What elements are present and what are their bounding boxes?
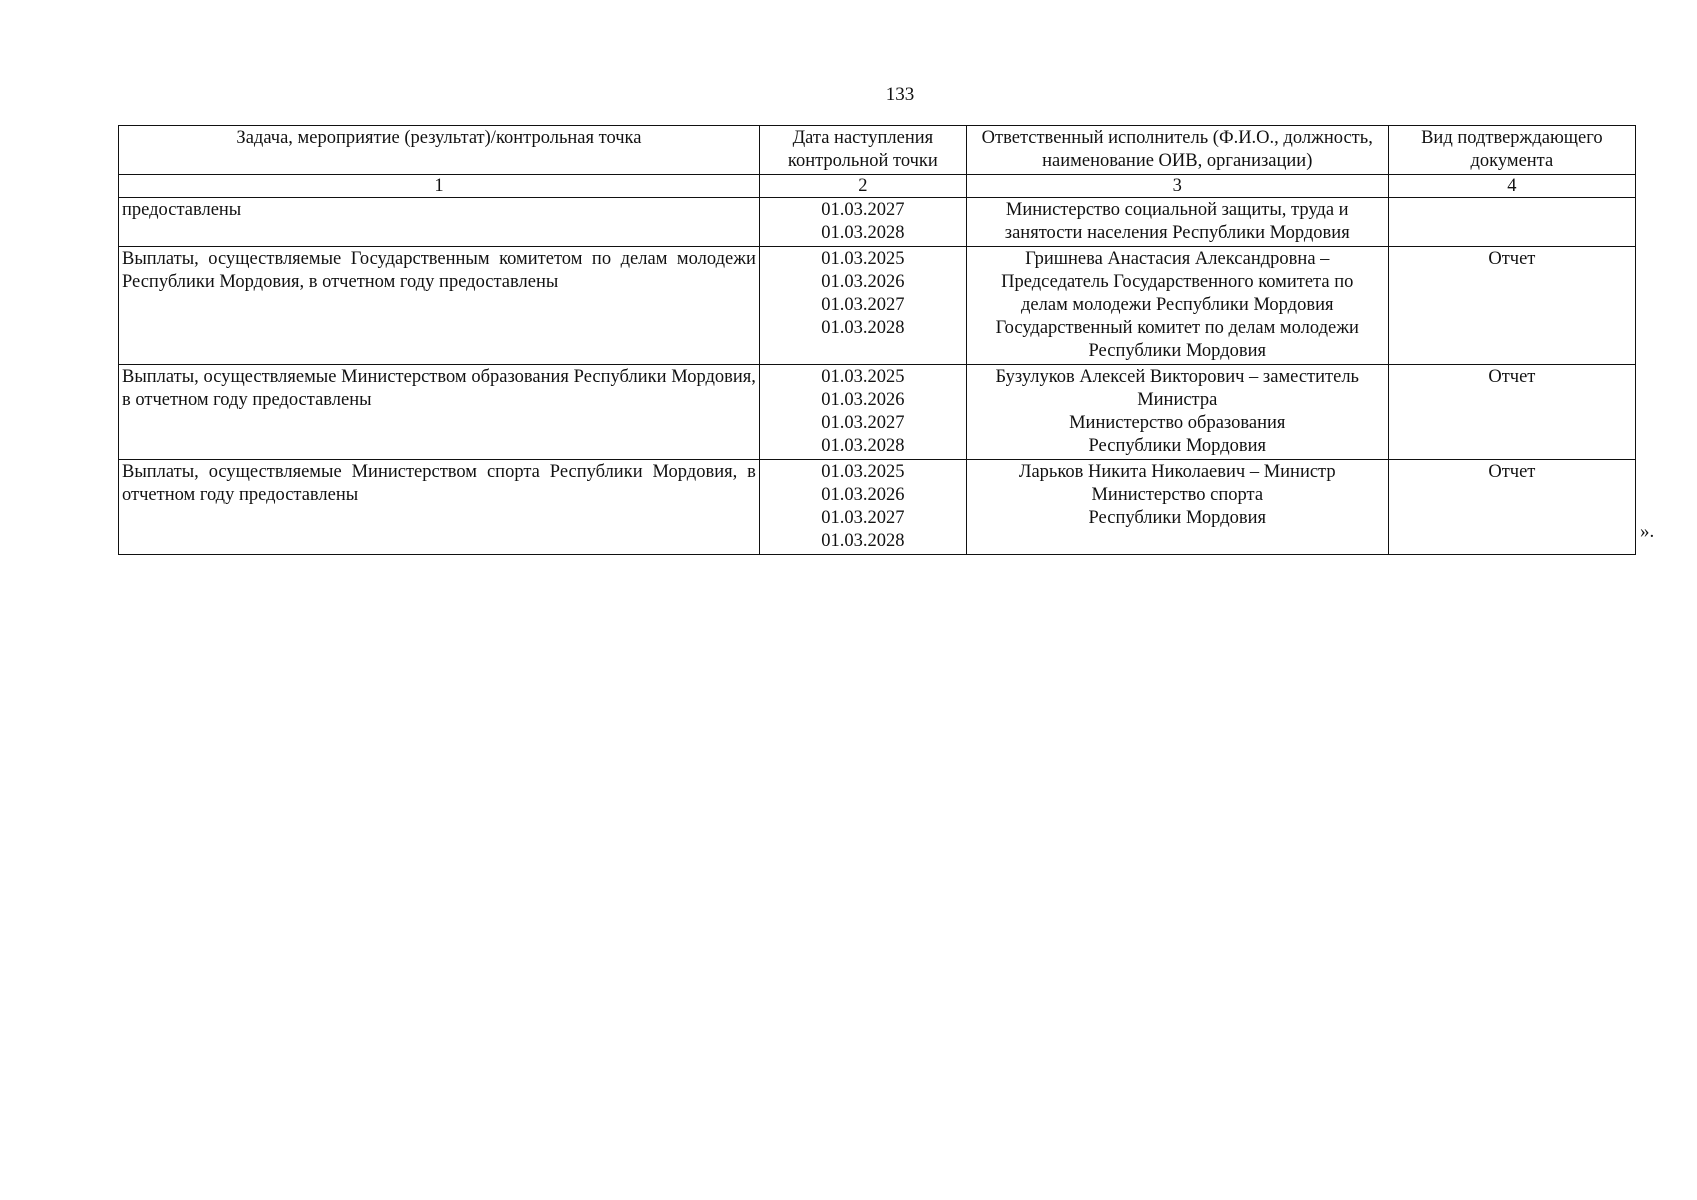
column-number: 4	[1388, 175, 1635, 198]
responsible-line: Гришнева Анастасия Александровна –	[1025, 249, 1330, 269]
header-date: Дата наступления контрольной точки	[759, 126, 966, 175]
table-header-row	[119, 126, 1636, 175]
date-cell	[759, 247, 966, 365]
table-row	[119, 247, 1636, 365]
task-cell: предоставлены	[119, 198, 760, 247]
column-number: 1	[119, 175, 760, 198]
responsible-line: Государственный комитет по делам молодежи	[995, 318, 1359, 338]
control-points-table	[118, 125, 1636, 555]
document-cell	[1388, 198, 1635, 247]
responsible-line: Председатель Государственного комитета по	[1001, 272, 1354, 292]
date-cell	[759, 365, 966, 460]
responsible-line: Министерство социальной защиты, труда и	[1005, 200, 1349, 220]
responsible-cell	[966, 460, 1388, 555]
responsible-line: занятости населения Республики Мордовия	[1004, 223, 1350, 243]
date-value: 01.03.2026	[821, 390, 905, 410]
date-value: 01.03.2028	[821, 531, 905, 551]
document-cell: Отчет	[1388, 460, 1635, 555]
page-number: 133	[885, 84, 915, 105]
date-value: 01.03.2027	[821, 508, 905, 528]
date-value: 01.03.2025	[821, 462, 905, 482]
header-document: Вид подтверждающего документа	[1388, 126, 1635, 175]
date-value: 01.03.2027	[821, 413, 905, 433]
table-row	[119, 365, 1636, 460]
responsible-line: Ларьков Никита Николаевич – Министр	[1018, 462, 1336, 482]
date-value: 01.03.2025	[821, 367, 905, 387]
responsible-line: Республики Мордовия	[1088, 436, 1266, 456]
date-cell	[759, 198, 966, 247]
table-row	[119, 460, 1636, 555]
responsible-line: Министра	[1137, 390, 1218, 410]
task-cell: Выплаты, осуществляемые Министерством спорта Республики Мордовия, в отчетном году предоставлены	[119, 460, 760, 555]
responsible-line: Министерство спорта	[1091, 485, 1264, 505]
closing-quote-mark: ».	[1640, 521, 1655, 542]
responsible-line: делам молодежи Республики Мордовия	[1021, 295, 1334, 315]
column-number-row	[119, 175, 1636, 198]
date-value: 01.03.2026	[821, 485, 905, 505]
task-cell: Выплаты, осуществляемые Государственным комитетом по делам молодежи Республики Мордовия, в отчетном году предоставлены	[119, 247, 760, 365]
responsible-cell	[966, 247, 1388, 365]
responsible-line: Министерство образования	[1069, 413, 1286, 433]
date-value: 01.03.2027	[821, 295, 905, 315]
column-number: 3	[966, 175, 1388, 198]
responsible-cell	[966, 365, 1388, 460]
table-row	[119, 198, 1636, 247]
responsible-cell	[966, 198, 1388, 247]
responsible-line: Бузулуков Алексей Викторович – заместитель	[995, 367, 1359, 387]
responsible-line: Республики Мордовия	[1088, 508, 1266, 528]
date-value: 01.03.2027	[821, 200, 905, 220]
responsible-line: Республики Мордовия	[1088, 341, 1266, 361]
header-responsible: Ответственный исполнитель (Ф.И.О., должность, наименование ОИВ, организации)	[966, 126, 1388, 175]
column-number: 2	[759, 175, 966, 198]
date-value: 01.03.2026	[821, 272, 905, 292]
date-cell	[759, 460, 966, 555]
date-value: 01.03.2028	[821, 223, 905, 243]
task-cell: Выплаты, осуществляемые Министерством образования Республики Мордовия, в отчетном году предоставлены	[119, 365, 760, 460]
document-cell: Отчет	[1388, 247, 1635, 365]
date-value: 01.03.2028	[821, 436, 905, 456]
header-task: Задача, мероприятие (результат)/контрольная точка	[119, 126, 760, 175]
date-value: 01.03.2025	[821, 249, 905, 269]
document-cell: Отчет	[1388, 365, 1635, 460]
date-value: 01.03.2028	[821, 318, 905, 338]
